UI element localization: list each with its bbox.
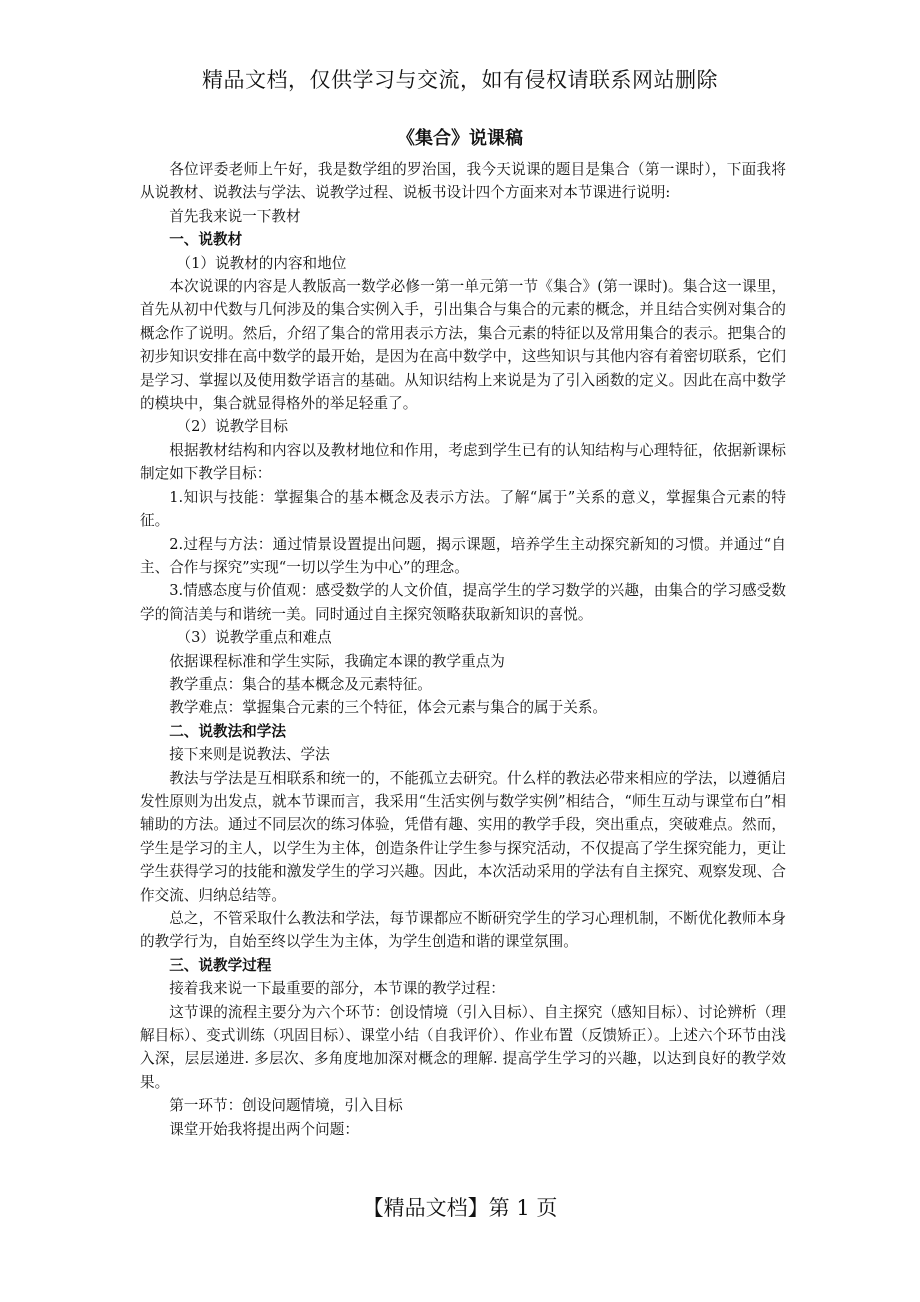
paragraph: 1.知识与技能：掌握集合的基本概念及表示方法。了解“属于”关系的意义，掌握集合元素的特征。 [140,488,786,530]
paragraph: 各位评委老师上午好，我是数学组的罗治国，我今天说课的题目是集合（第一课时），下面我将从说教材、说教法与学法、说教学过程、说板书设计四个方面来对本节课进行说明: [140,161,786,202]
paragraph: 根据教材结构和内容以及教材地位和作用，考虑到学生已有的认知结构与心理特征，依据新课标制定如下教学目标： [140,441,786,483]
document-title: 《集合》说课稿 [397,128,523,149]
paragraph: 首先我来说一下教材 [169,207,301,225]
paragraph: 第一环节：创设问题情境，引入目标 [169,1097,403,1115]
paragraph: 接着我来说一下最重要的部分，本节课的教学过程： [169,980,505,998]
paragraph: 总之，不管采取什么教法和学法，每节课都应不断研究学生的学习心理机制，不断优化教师本身的教学行为，自始至终以学生为主体，为学生创造和谐的课堂氛围。 [140,910,786,951]
paragraph: 教学难点：掌握集合元素的三个特征，体会元素与集合的属于关系。 [169,699,608,717]
paragraph: 这节课的流程主要分为六个环节：创设情境（引入目标）、自主探究（感知目标）、讨论辨析（理解目标）、变式训练（巩固目标）、课堂小结（自我评价）、作业布置（反馈矫正）。上述六个环节由浅入深，层层递进. 多层次、多角度地加深对概念的理解. 提高学生学习的兴趣，以达到良好的教学效果。 [140,1003,786,1091]
section-heading: 三、说教学过程 [169,956,272,974]
section-heading: 二、说教法和学法 [169,722,286,740]
paragraph: 2.过程与方法：通过情景设置提出问题，揭示课题，培养学生主动探究新知的习惯。并通过“自主、合作与探究”实现“一切以学生为中心”的理念。 [140,535,786,576]
paragraph: 课堂开始我将提出两个问题： [169,1120,359,1138]
subsection-heading: （1）说教材的内容和地位 [176,254,347,272]
subsection-heading: （3）说教学重点和难点 [176,629,332,647]
paragraph: 教法与学法是互相联系和统一的，不能孤立去研究。什么样的教法必带来相应的学法，以遵循启发性原则为出发点，就本节课而言，我采用“生活实例与数学实例”相结合，“师生互动与课堂布白”相辅助的方法。通过不同层次的练习体验，凭借有趣、实用的教学手段，突出重点，突破难点。然而，学生是学习的主人，以学生为主体，创造条件让学生参与探究活动，不仅提高了学生探究能力，更让学生获得学习的技能和激发学生的学习兴趣。因此，本次活动采用的学法有自主探究、观察发现、合作交流、归纳总结等。 [140,769,786,904]
document-body [140,158,786,1141]
paragraph: 3.情感态度与价值观：感受数学的人文价值，提高学生的学习数学的兴趣，由集合的学习感受数学的简洁美与和谐统一美。同时通过自主探究领略获取新知识的喜悦。 [140,582,786,623]
watermark-header: 精品文档，仅供学习与交流，如有侵权请联系网站删除 [202,68,718,92]
page-footer: 【精品文档】第 1 页 [362,1196,558,1220]
paragraph: 依据课程标准和学生实际，我确定本课的教学重点为 [169,652,505,670]
paragraph: 接下来则是说教法、学法 [169,746,330,764]
paragraph: 教学重点：集合的基本概念及元素特征。 [169,675,432,693]
section-heading: 一、说教材 [169,231,243,249]
subsection-heading: （2）说教学目标 [176,418,288,436]
paragraph: 本次说课的内容是人教版高一数学必修一第一单元第一节《集合》(第一课时)。集合这一课里，首先从初中代数与几何涉及的集合实例入手，引出集合与集合的元素的概念，并且结合实例对集合的概念作了说明。然后，介绍了集合的常用表示方法，集合元素的特征以及常用集合的表示。把集合的初步知识安排在高中数学的最开始，是因为在高中数学中，这些知识与其他内容有着密切联系，它们是学习、掌握以及使用数学语言的基础。从知识结构上来说是为了引入函数的定义。因此在高中数学的模块中，集合就显得格外的举足轻重了。 [140,278,786,413]
